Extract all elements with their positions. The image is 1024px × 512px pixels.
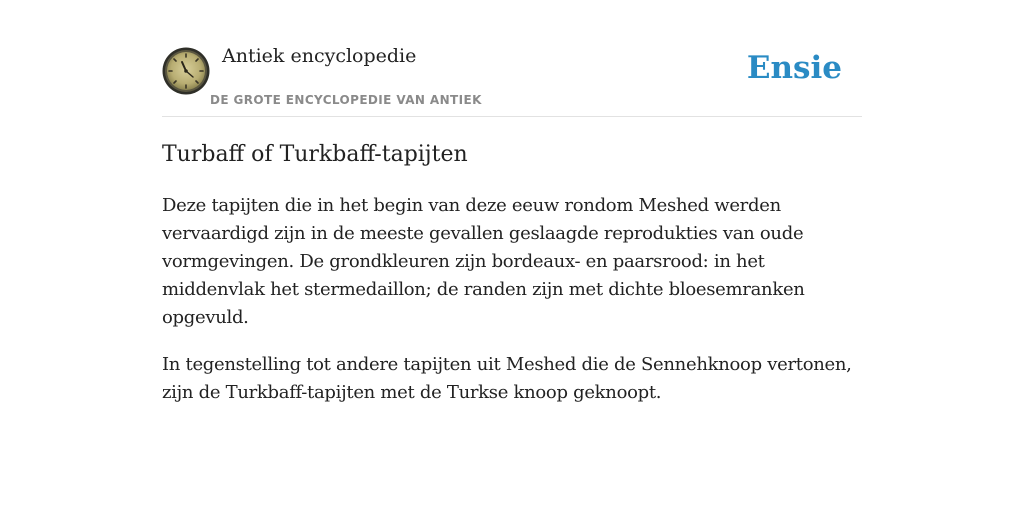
site-subtitle: DE GROTE ENCYCLOPEDIE VAN ANTIEK bbox=[210, 93, 482, 107]
article-paragraph: In tegenstelling tot andere tapijten uit Meshed die de Sennehknoop vertonen, zijn de Turkbaff-tapijten met de Turkse knoop geknoopt. bbox=[162, 354, 852, 403]
site-title[interactable]: Antiek encyclopedie bbox=[222, 45, 417, 67]
article bbox=[162, 136, 862, 407]
antique-clock-icon[interactable] bbox=[162, 47, 210, 95]
site-header bbox=[162, 0, 862, 117]
article-title: Turbaff of Turkbaff-tapijten bbox=[162, 142, 468, 167]
brand-logo-link[interactable]: Ensie bbox=[746, 50, 842, 86]
article-paragraph: Deze tapijten die in het begin van deze eeuw rondom Meshed werden vervaardigd zijn in de meeste gevallen geslaagde reprodukties van oude vormgevingen. De grondkleuren zijn bordeaux- en paarsrood: in het middenvlak het stermedaillon; de randen zijn met dichte bloesemranken opgevuld. bbox=[162, 195, 805, 328]
